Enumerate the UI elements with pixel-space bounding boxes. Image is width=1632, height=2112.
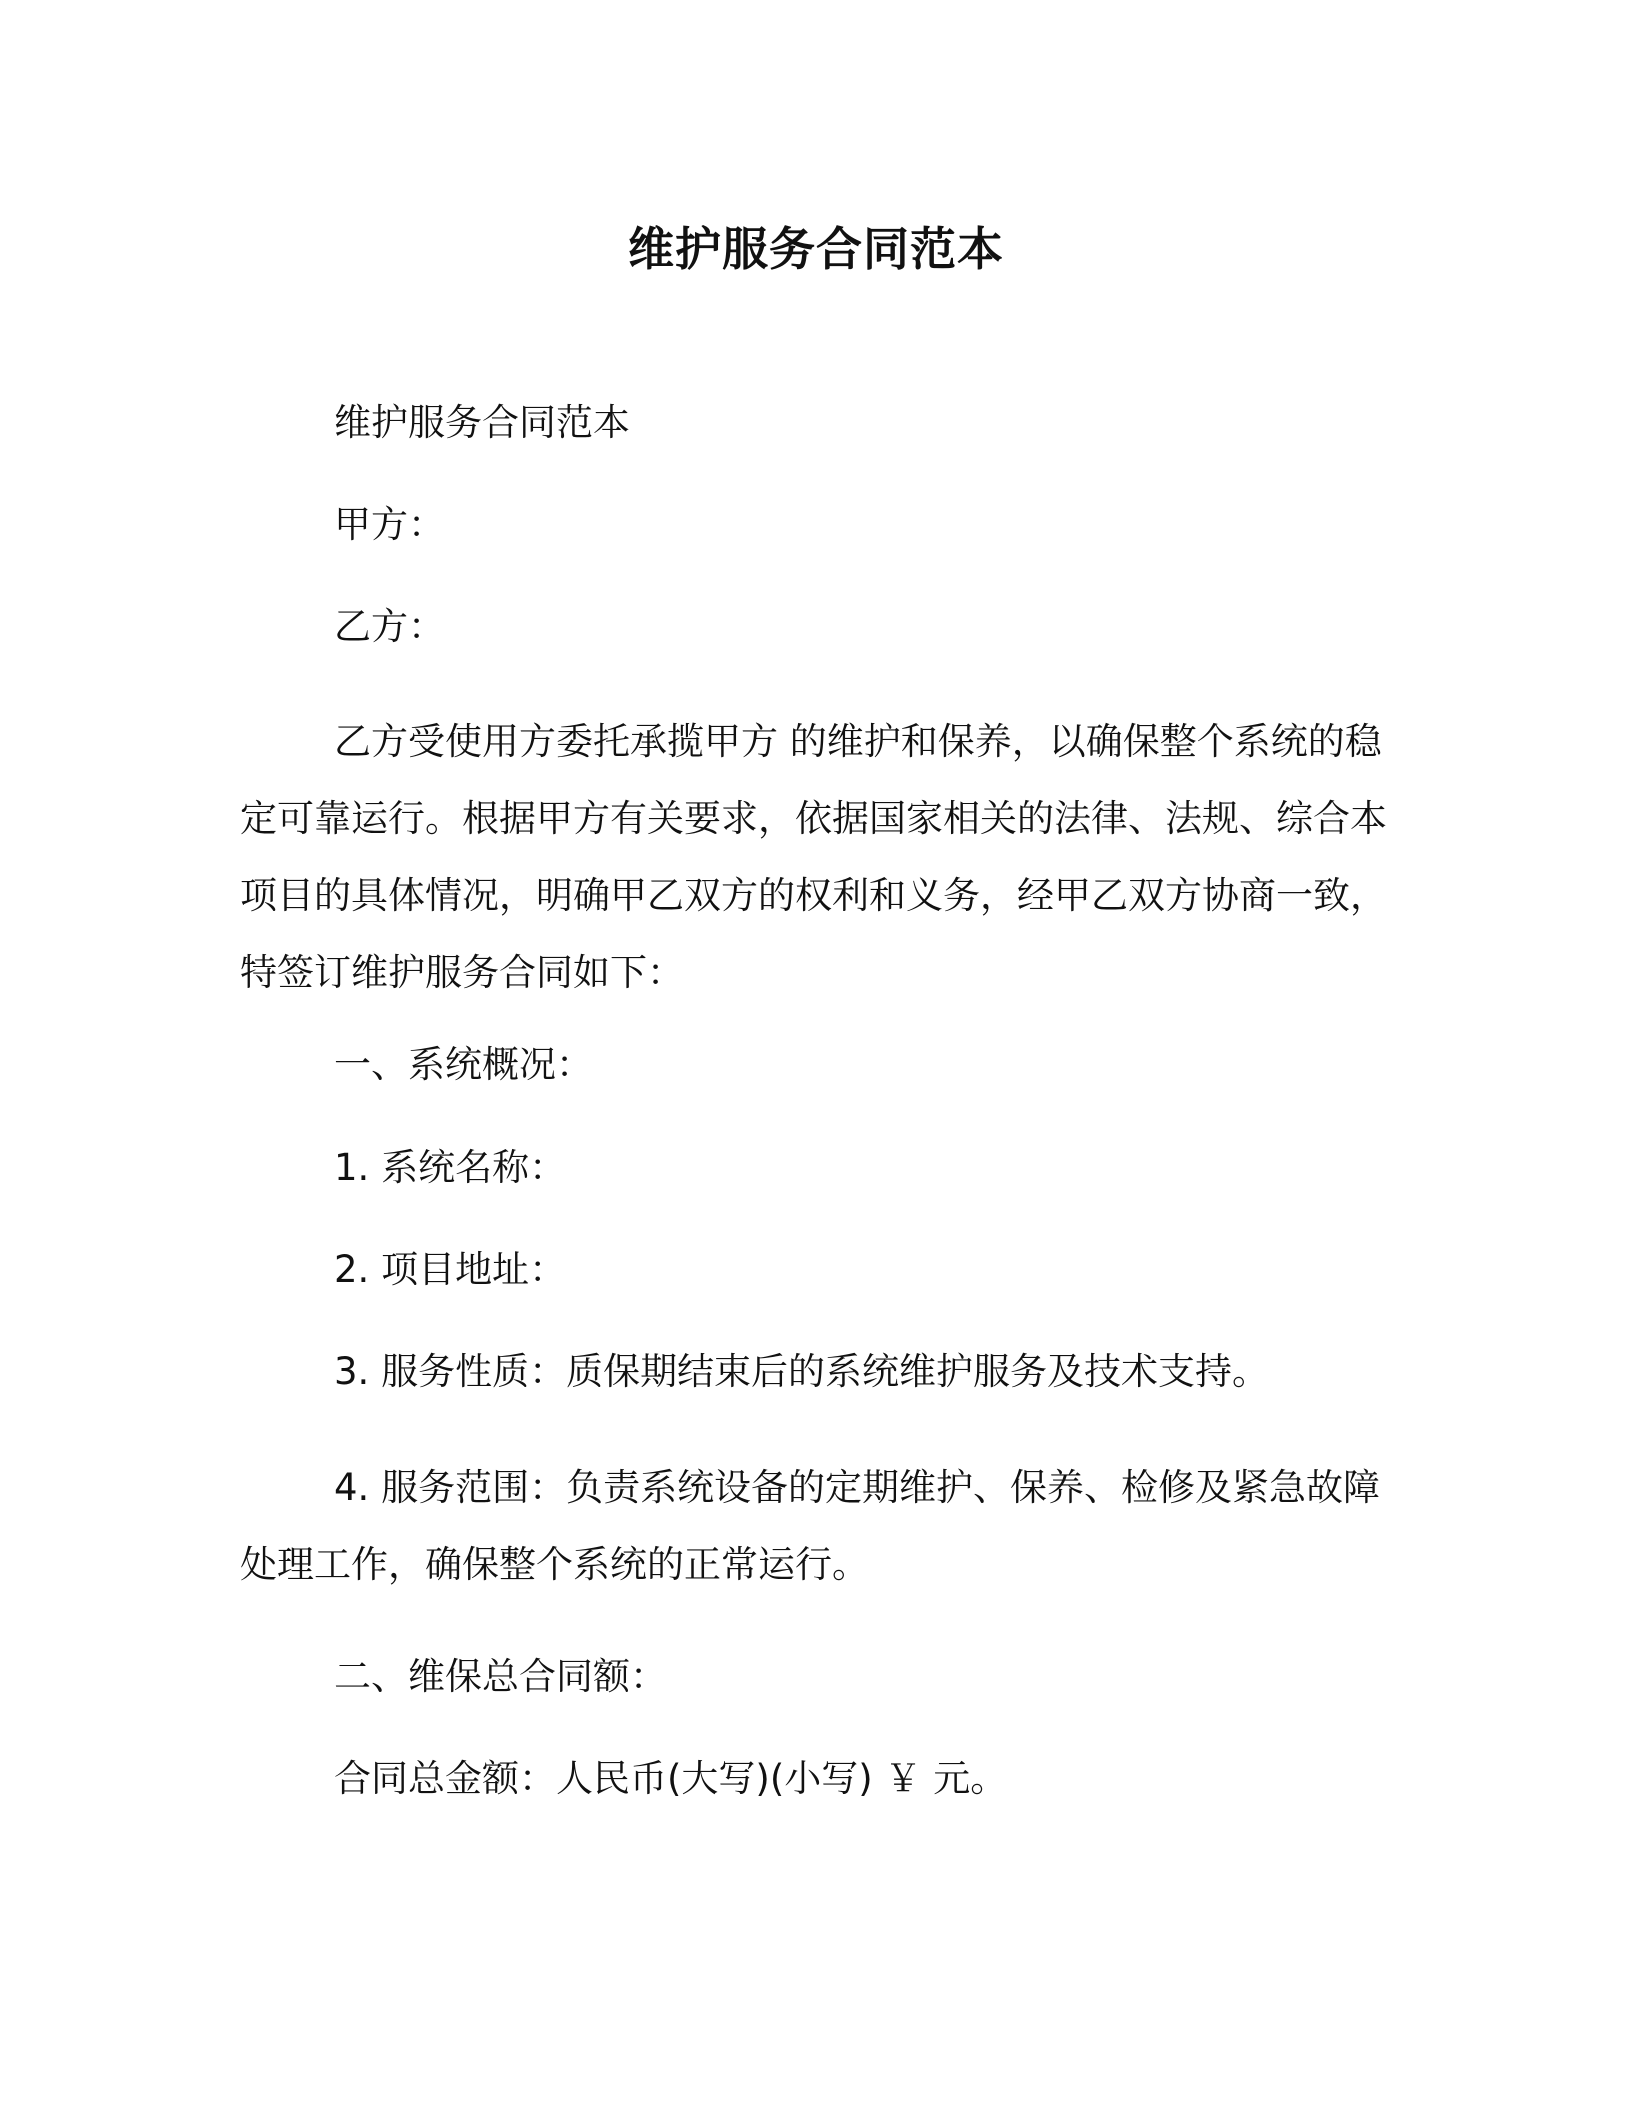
intro-paragraph: 乙方受使用方委托承揽甲方 的维护和保养，以确保整个系统的稳定可靠运行。根据甲方有关要求，依据国家相关的法律、法规、综合本项目的具体情况，明确甲乙双方的权利和义务，经甲乙双方协商一致，特签订维护服务合同如下： — [240, 720, 1387, 994]
document-subtitle: 维护服务合同范本 — [334, 401, 630, 444]
item-project-address: 2. 项目地址： — [334, 1248, 567, 1291]
section2-heading: 二、维保总合同额： — [334, 1655, 667, 1698]
party-a-label: 甲方： — [334, 503, 445, 546]
total-amount-line: 合同总金额：人民币(大写)(小写) ￥ 元。 — [334, 1757, 1008, 1800]
item-service-scope: 4. 服务范围：负责系统设备的定期维护、保养、检修及紧急故障处理工作，确保整个系统的正常运行。 — [240, 1466, 1381, 1586]
item-system-name: 1. 系统名称： — [334, 1146, 567, 1189]
document-title: 维护服务合同范本 — [628, 222, 1004, 276]
party-b-label: 乙方： — [334, 605, 445, 648]
section1-heading: 一、系统概况： — [334, 1043, 593, 1086]
item-service-nature: 3. 服务性质：质保期结束后的系统维护服务及技术支持。 — [334, 1350, 1270, 1393]
